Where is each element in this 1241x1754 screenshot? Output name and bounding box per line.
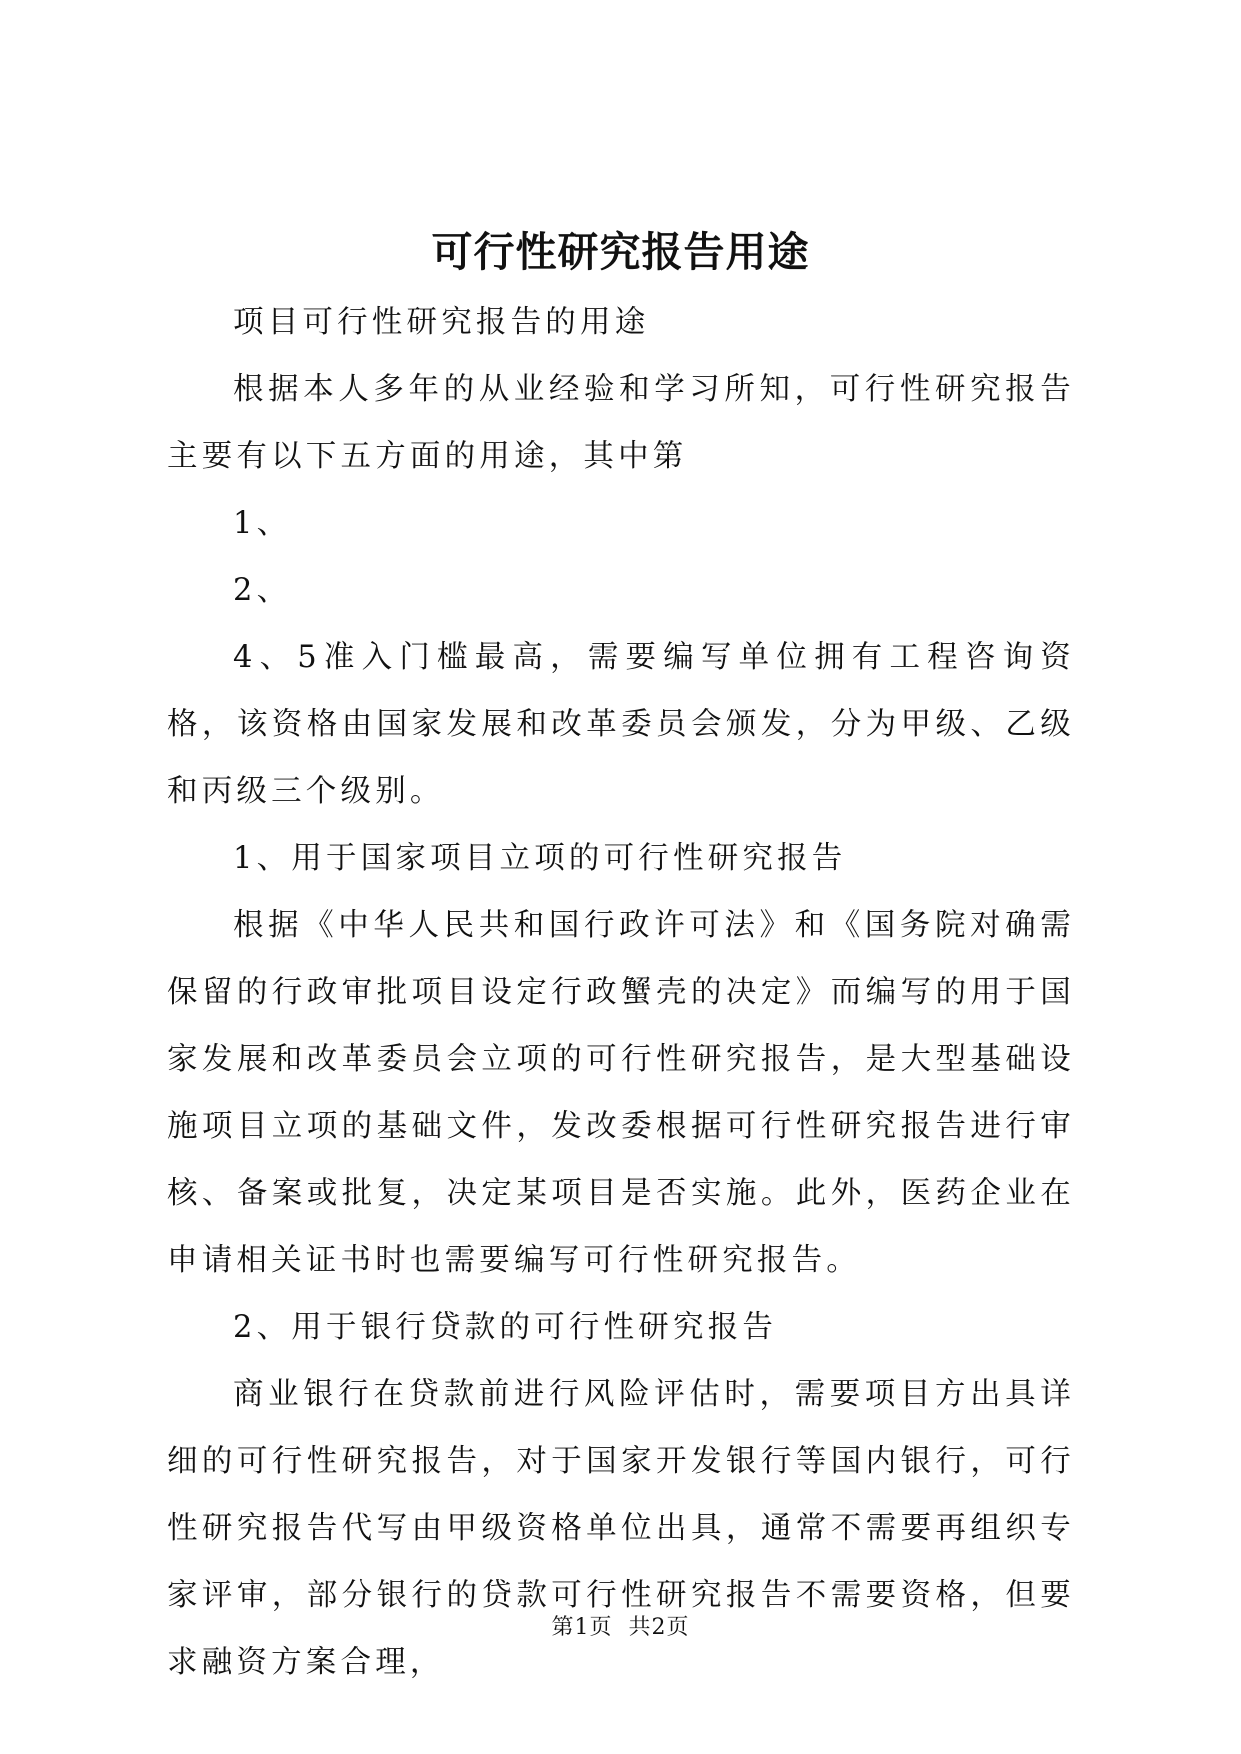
paragraph: 1、 [233,506,292,541]
page-total: 共2页 [628,1615,690,1640]
section-heading: 2、用于银行贷款的可行性研究报告 [233,1310,778,1345]
paragraph: 根据本人多年的从业经验和学习所知，可行性研究报告主要有以下五方面的用途，其中第 [167,372,1075,474]
paragraph: 项目可行性研究报告的用途 [233,305,650,340]
paragraph: 商业银行在贷款前进行风险评估时，需要项目方出具详细的可行性研究报告，对于国家开发银行等国内银行，可行性研究报告代写由甲级资格单位出具，通常不需要再组织专家评审，部分银行的贷款可行性研究报告不需要资格，但要求融资方案合理， [167,1377,1075,1680]
document-body [167,289,1075,1696]
section-heading: 1、用于国家项目立项的可行性研究报告 [233,841,847,876]
document-title: 可行性研究报告用途 [431,228,810,276]
page-footer [0,1613,1241,1643]
paragraph: 2、 [233,573,292,608]
paragraph: 4、5准入门槛最高，需要编写单位拥有工程咨询资格，该资格由国家发展和改革委员会颁发，分为甲级、乙级和丙级三个级别。 [167,640,1075,809]
footer-spacer [613,1615,629,1640]
paragraph: 根据《中华人民共和国行政许可法》和《国务院对确需保留的行政审批项目设定行政蟹壳的决定》而编写的用于国家发展和改革委员会立项的可行性研究报告，是大型基础设施项目立项的基础文件，发改委根据可行性研究报告进行审核、备案或批复，决定某项目是否实施。此外，医药企业在申请相关证书时也需要编写可行性研究报告。 [167,908,1075,1278]
page-number: 第1页 [551,1615,613,1640]
